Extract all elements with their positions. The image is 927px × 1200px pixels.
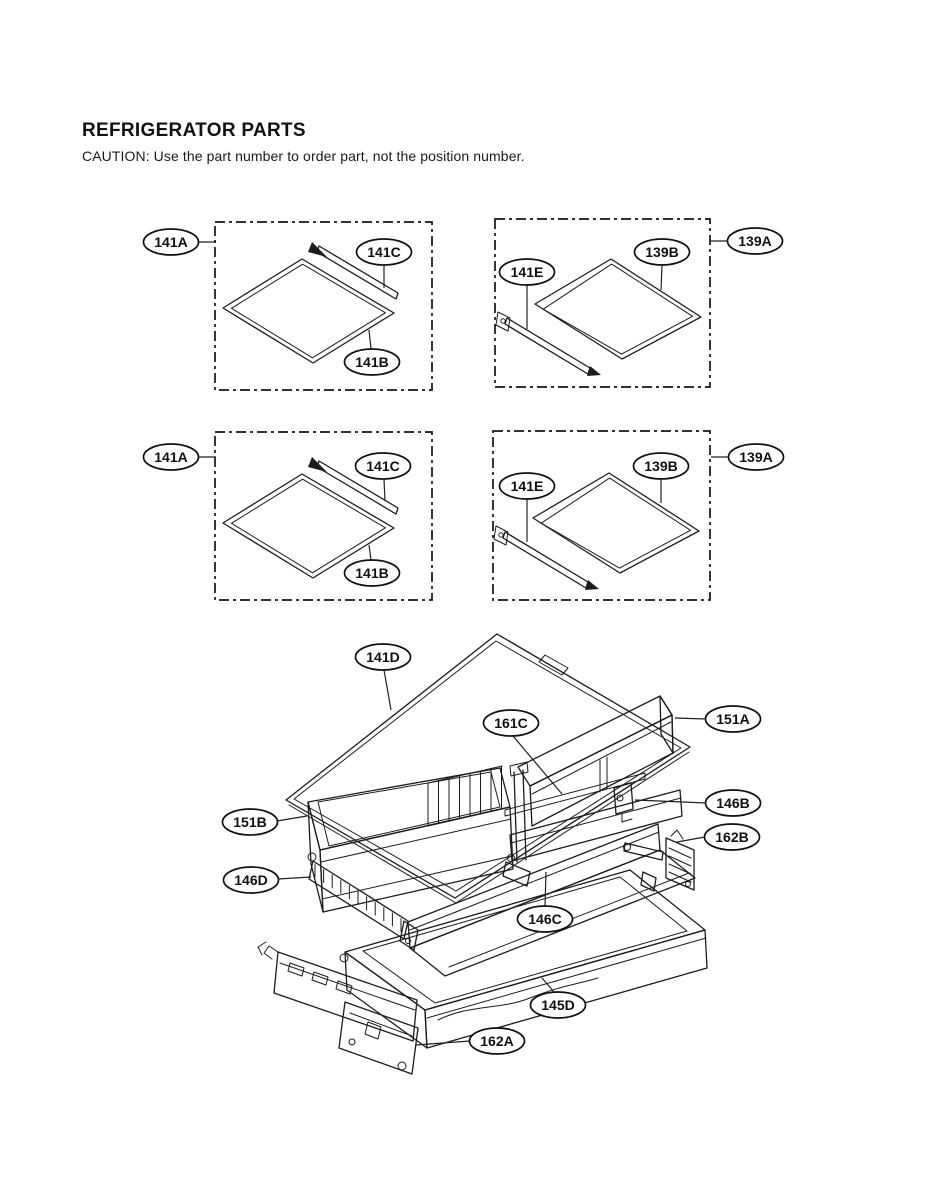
callout-label: 141E (510, 264, 544, 280)
callout-146d (224, 867, 312, 893)
callout-141a-middle-left (144, 444, 217, 470)
callout-141b-middle-left (345, 545, 400, 586)
callout-139b-top-right (635, 239, 690, 290)
callout-label: 141B (355, 354, 389, 370)
leader-line (384, 479, 385, 501)
callout-141a-top-left (144, 229, 217, 255)
callout-label: 141B (355, 565, 389, 581)
callout-label: 139A (739, 449, 773, 465)
callout-label: 139B (645, 244, 679, 260)
callout-139a-middle-right (711, 444, 784, 470)
callout-label: 141A (154, 234, 188, 250)
leader-line (513, 736, 562, 794)
callout-141c-middle-left (356, 453, 411, 501)
leader-line (675, 718, 706, 719)
callout-label: 151A (716, 711, 750, 727)
callout-162a (416, 1028, 525, 1054)
callout-141d (356, 644, 411, 710)
leader-line (677, 837, 705, 842)
left-drawer (308, 768, 513, 912)
callout-label: 146D (234, 872, 268, 888)
callout-label: 145D (541, 997, 575, 1013)
leader-line (384, 670, 391, 710)
leader-line (369, 545, 371, 560)
callout-151b (223, 809, 308, 835)
callout-146b (635, 790, 761, 816)
callout-label: 162B (715, 829, 749, 845)
callout-141b-top-left (345, 330, 400, 375)
callout-label: 141D (366, 649, 400, 665)
rail-left-part (309, 861, 418, 950)
callout-label: 161C (494, 715, 528, 731)
callout-label: 141A (154, 449, 188, 465)
callout-label: 141C (366, 458, 400, 474)
leader-line (278, 877, 311, 879)
leader-line (416, 1041, 470, 1045)
callout-label: 141E (510, 478, 544, 494)
callout-151a (675, 706, 761, 732)
callout-162b (677, 824, 760, 850)
drawer-assembly-drawing (258, 634, 707, 1074)
callout-label: 146B (716, 795, 750, 811)
callout-label: 139A (738, 233, 772, 249)
callout-label: 141C (367, 244, 401, 260)
bottom-drawer (340, 870, 707, 1048)
callout-145d (531, 978, 586, 1018)
rail-bottom-part (258, 942, 418, 1074)
caution-note: CAUTION: Use the part number to order part, not the position number. (82, 148, 525, 164)
callout-139a-top-right (711, 228, 783, 254)
callout-label: 139B (644, 458, 678, 474)
callout-139b-middle-right (634, 453, 689, 503)
leader-line (369, 330, 371, 349)
callout-label: 162A (480, 1033, 514, 1049)
page-title: REFRIGERATOR PARTS (82, 120, 306, 141)
callout-label: 146C (528, 911, 562, 927)
leader-line (277, 816, 307, 821)
leader-line (661, 265, 662, 290)
callout-label: 151B (233, 814, 267, 830)
